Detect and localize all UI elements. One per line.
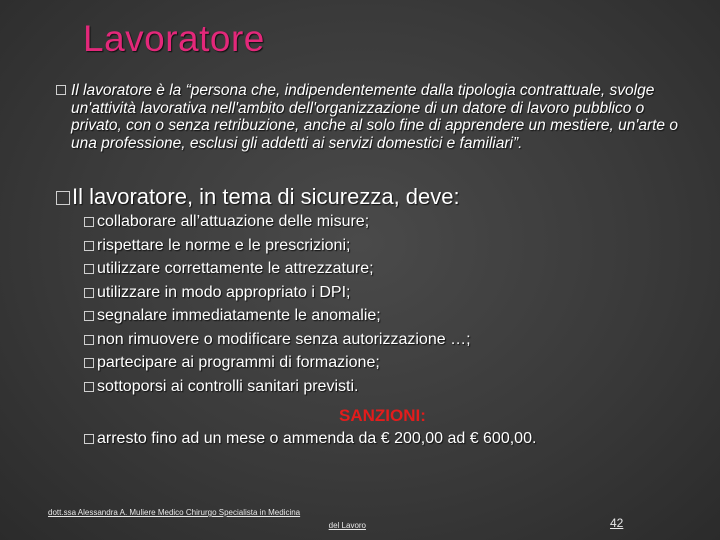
definition-bullet [56, 82, 696, 152]
list-item [84, 210, 471, 234]
list-item-text: collaborare all’attuazione delle misure; [97, 213, 370, 230]
main-point [56, 184, 460, 210]
square-bullet-icon [84, 434, 94, 444]
list-item-text: partecipare ai programmi di formazione; [97, 354, 380, 371]
sanction-text: arresto fino ad un mese o ammenda da € 200,00 ad € 600,00. [97, 430, 537, 447]
duties-list [84, 210, 471, 398]
sanctions-heading: SANZIONI: [339, 406, 426, 425]
sanction-item [84, 430, 536, 448]
square-bullet-icon [84, 241, 94, 251]
square-bullet-icon [56, 191, 70, 205]
list-item-text: utilizzare correttamente le attrezzature; [97, 260, 374, 277]
footer-author[interactable] [48, 506, 366, 532]
square-bullet-icon [84, 382, 94, 392]
square-bullet-icon [84, 335, 94, 345]
slide-title: Lavoratore [83, 18, 265, 59]
list-item [84, 351, 471, 375]
footer-author-line1[interactable]: dott.ssa Alessandra A. Muliere Medico Chirurgo Specialista in Medicina [48, 508, 301, 517]
list-item-text: utilizzare in modo appropriato i DPI; [97, 283, 351, 301]
page-number[interactable]: 42 [610, 516, 624, 530]
list-item [84, 304, 471, 328]
footer-author-line2[interactable]: del Lavoro [328, 521, 366, 530]
square-bullet-icon [84, 217, 94, 227]
list-item [84, 328, 471, 352]
list-item-text: non rimuovere o modificare senza autorizzazione …; [97, 330, 471, 348]
main-point-text: Il lavoratore, in tema di sicurezza, deve: [72, 184, 460, 209]
square-bullet-icon [84, 358, 94, 368]
list-item [84, 257, 471, 281]
list-item-text: rispettare le norme e le prescrizioni; [97, 236, 351, 254]
list-item [84, 281, 471, 305]
square-bullet-icon [84, 311, 94, 321]
list-item-text: segnalare immediatamente le anomalie; [97, 307, 381, 324]
square-bullet-icon [84, 264, 94, 274]
square-bullet-icon [56, 85, 66, 95]
square-bullet-icon [84, 288, 94, 298]
list-item [84, 375, 471, 399]
list-item [84, 234, 471, 258]
definition-text: Il lavoratore è la “persona che, indipendentemente dalla tipologia contrattuale, svolge un'attività lavorativa nell'ambito dell'organizzazione di un datore di lavoro pubblico o privato, con o senza retribuzione, anche al solo fine di apprendere un mestiere, un'arte o una professione, esclusi gli addetti ai servizi domestici e familiari”. [71, 82, 678, 152]
list-item-text: sottoporsi ai controlli sanitari previsti. [97, 377, 359, 395]
